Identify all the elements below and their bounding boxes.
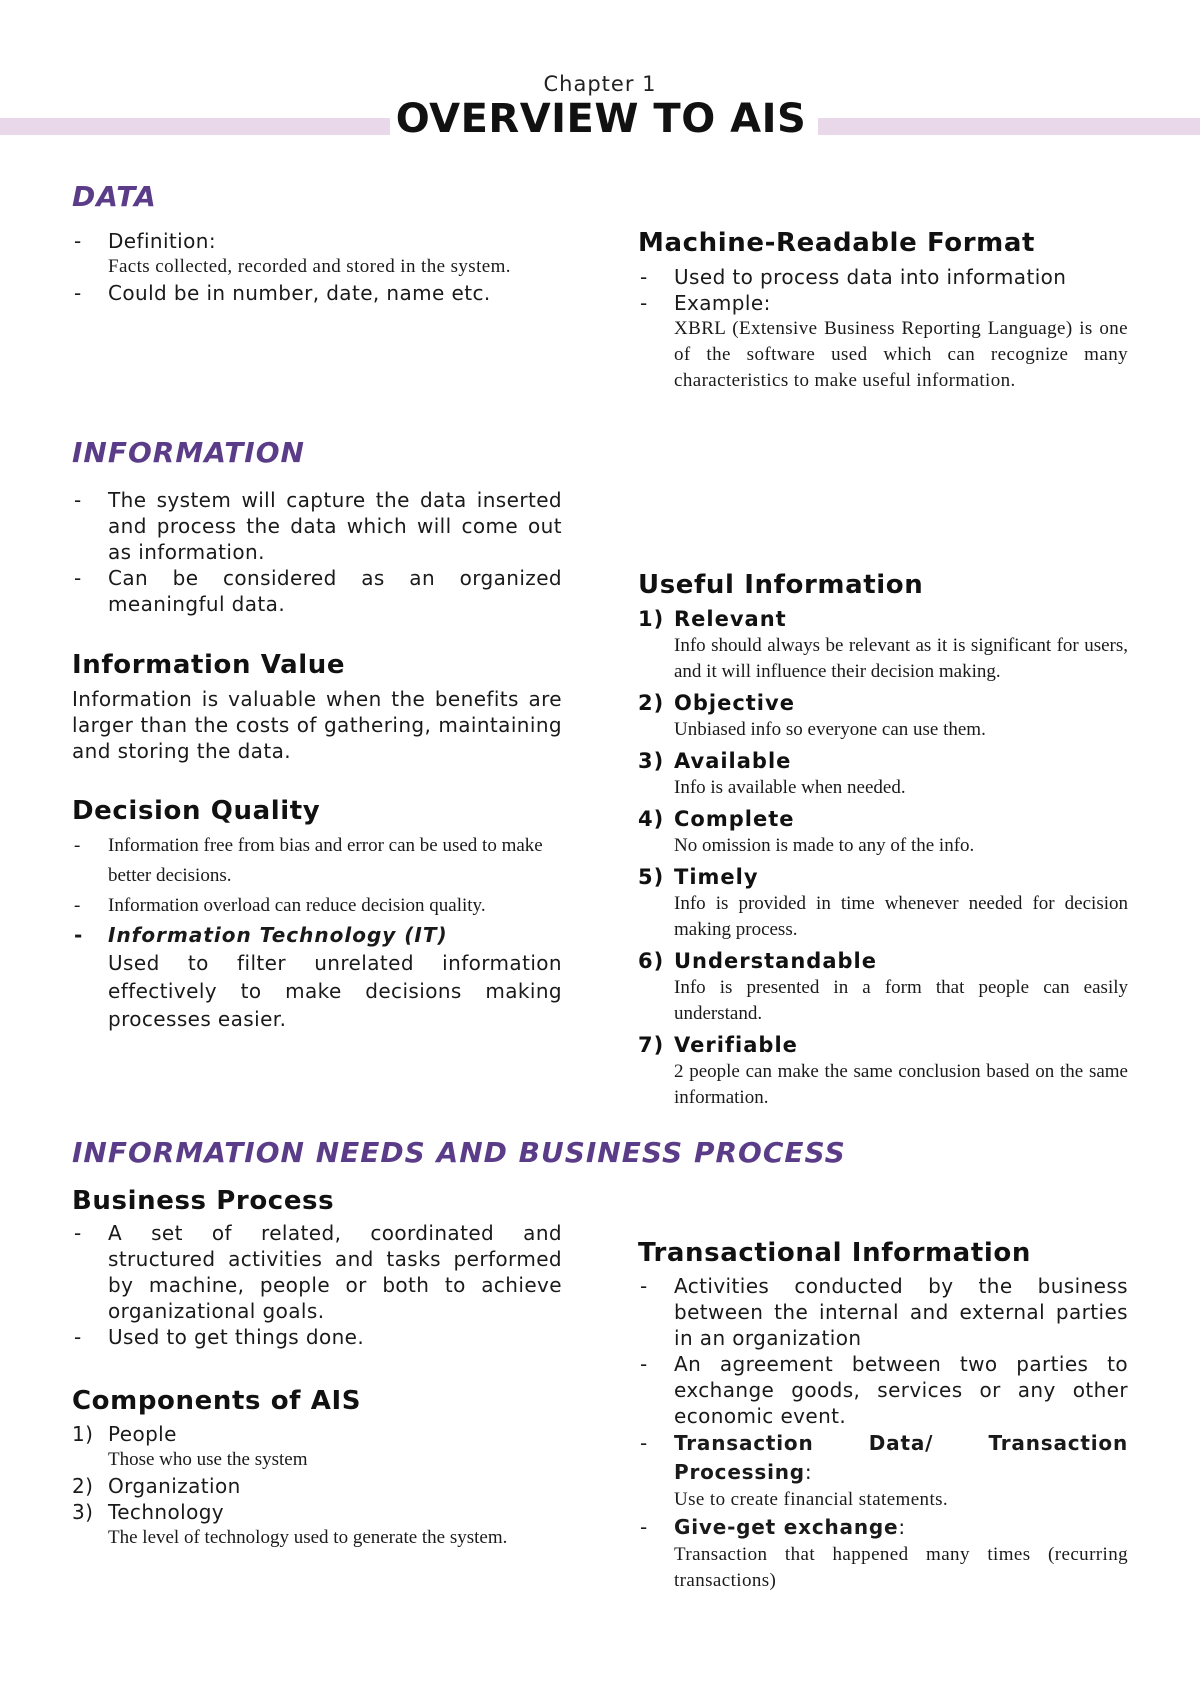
list-item (72, 831, 562, 891)
transaction-data-desc: Use to create financial statements. (674, 1489, 949, 1510)
transactional-list (638, 1273, 1128, 1594)
header-band-left (0, 118, 390, 135)
list-item (638, 947, 1128, 1027)
item-number: 1) (72, 1422, 94, 1446)
list-item-text: Can be considered as an organized meaningful data. (108, 566, 562, 616)
list-item (72, 921, 562, 1033)
section-title-data: DATA (72, 180, 157, 213)
information-list (72, 487, 562, 617)
item-number: 5) (638, 865, 665, 889)
list-item (72, 891, 562, 921)
subsection-title-business-process: Business Process (72, 1186, 335, 1216)
list-item (638, 1429, 1128, 1513)
list-item (638, 747, 1128, 801)
list-item-text: The system will capture the data inserted and process the data which will come out as information. (108, 488, 562, 564)
subsection-title-machine-readable: Machine-Readable Format (638, 228, 1036, 258)
list-item (638, 290, 1128, 394)
item-number: 3) (638, 749, 665, 773)
information-value-text: Information is valuable when the benefits are larger than the costs of gathering, maintaining and storing the data. (72, 687, 562, 763)
list-item (638, 689, 1128, 743)
item-number: 2) (638, 691, 665, 715)
data-item-text: Could be in number, date, name etc. (108, 281, 491, 305)
item-head: Relevant (674, 607, 787, 631)
item-head: Available (674, 749, 792, 773)
item-head: Complete (674, 807, 795, 831)
item-desc: Info is available when needed. (674, 777, 906, 798)
give-get-desc: Transaction that happened many times (recurring transactions) (674, 1544, 1128, 1591)
list-item-text: Used to process data into information (674, 265, 1067, 289)
list-item (72, 1473, 562, 1499)
give-get-colon: : (898, 1515, 906, 1539)
list-item (72, 228, 562, 280)
list-item (638, 863, 1128, 943)
definition-text: Facts collected, recorded and stored in the system. (108, 256, 511, 277)
list-item (72, 565, 562, 617)
list-item-text: Activities conducted by the business between the internal and external parties in an organization (674, 1274, 1128, 1350)
list-item (638, 605, 1128, 685)
item-head: People (108, 1422, 177, 1446)
transaction-data-colon: : (804, 1460, 813, 1484)
item-head: Understandable (674, 949, 877, 973)
list-item (72, 1220, 562, 1324)
item-desc: Those who use the system (108, 1449, 308, 1470)
item-desc: Info should always be relevant as it is significant for users, and it will influence their decision making. (674, 635, 1128, 682)
example-label: Example: (674, 291, 771, 315)
list-item-text: A set of related, coordinated and structured activities and tasks performed by machine, people or both to achieve organizational goals. (108, 1221, 562, 1323)
page-title: OVERVIEW TO AIS (395, 96, 807, 142)
item-desc: 2 people can make the same conclusion based on the same information. (674, 1061, 1128, 1108)
list-item (638, 264, 1128, 290)
subsection-title-useful-information: Useful Information (638, 570, 924, 600)
list-item (638, 1351, 1128, 1429)
item-desc: Info is presented in a form that people can easily understand. (674, 977, 1128, 1024)
list-item (72, 1421, 562, 1473)
item-desc: Unbiased info so everyone can use them. (674, 719, 986, 740)
list-item (638, 805, 1128, 859)
list-item-text: Information free from bias and error can be used to make better decisions. (108, 835, 543, 886)
list-item (72, 280, 562, 306)
item-desc: No omission is made to any of the info. (674, 835, 975, 856)
list-item-text: An agreement between two parties to exchange goods, services or any other economic event. (674, 1352, 1128, 1428)
transaction-data-head: - Transaction Data/ Transaction Processing: (674, 1431, 1128, 1484)
subsection-title-transactional: Transactional Information (638, 1238, 1031, 1268)
chapter-label: Chapter 1 (543, 72, 657, 96)
definition-label: Definition: (108, 229, 216, 253)
business-process-list (72, 1220, 562, 1350)
list-item-text: Used to get things done. (108, 1325, 365, 1349)
list-item (72, 1324, 562, 1350)
list-item (638, 1513, 1128, 1594)
subsection-title-decision-quality: Decision Quality (72, 796, 321, 826)
item-head: Timely (674, 865, 759, 889)
components-list (72, 1421, 562, 1551)
it-text: Used to filter unrelated information effectively to make decisions making processes easier. (108, 951, 562, 1031)
section-title-information: INFORMATION (72, 436, 305, 469)
it-label: Information Technology (IT) (108, 923, 448, 947)
item-number: 6) (638, 949, 665, 973)
item-head: Verifiable (674, 1033, 798, 1057)
list-item (72, 1499, 562, 1551)
data-list (72, 228, 562, 306)
item-number: 2) (72, 1474, 94, 1498)
subsection-title-information-value: Information Value (72, 650, 346, 680)
item-head: Organization (108, 1474, 241, 1498)
item-number: 3) (72, 1500, 94, 1524)
item-number: 1) (638, 607, 665, 631)
list-item (638, 1031, 1128, 1111)
list-item (72, 487, 562, 565)
list-item-text: Information overload can reduce decision quality. (108, 895, 486, 916)
header-band-right (818, 118, 1200, 135)
item-number: 4) (638, 807, 665, 831)
item-number: 7) (638, 1033, 665, 1057)
decision-quality-list (72, 831, 562, 1033)
item-head: Technology (108, 1500, 225, 1524)
subsection-title-components: Components of AIS (72, 1386, 362, 1416)
give-get-head: Give-get exchange (674, 1515, 899, 1539)
item-desc: The level of technology used to generate the system. (108, 1527, 508, 1548)
section-title-information-needs: INFORMATION NEEDS AND BUSINESS PROCESS (72, 1136, 846, 1169)
list-item (638, 1273, 1128, 1351)
machine-readable-list (638, 264, 1128, 394)
example-text: XBRL (Extensive Business Reporting Language) is one of the software used which can recognize many characteristics to make useful information. (674, 318, 1128, 391)
item-desc: Info is provided in time whenever needed for decision making process. (674, 893, 1128, 940)
useful-information-list (638, 605, 1128, 1115)
item-head: Objective (674, 691, 795, 715)
